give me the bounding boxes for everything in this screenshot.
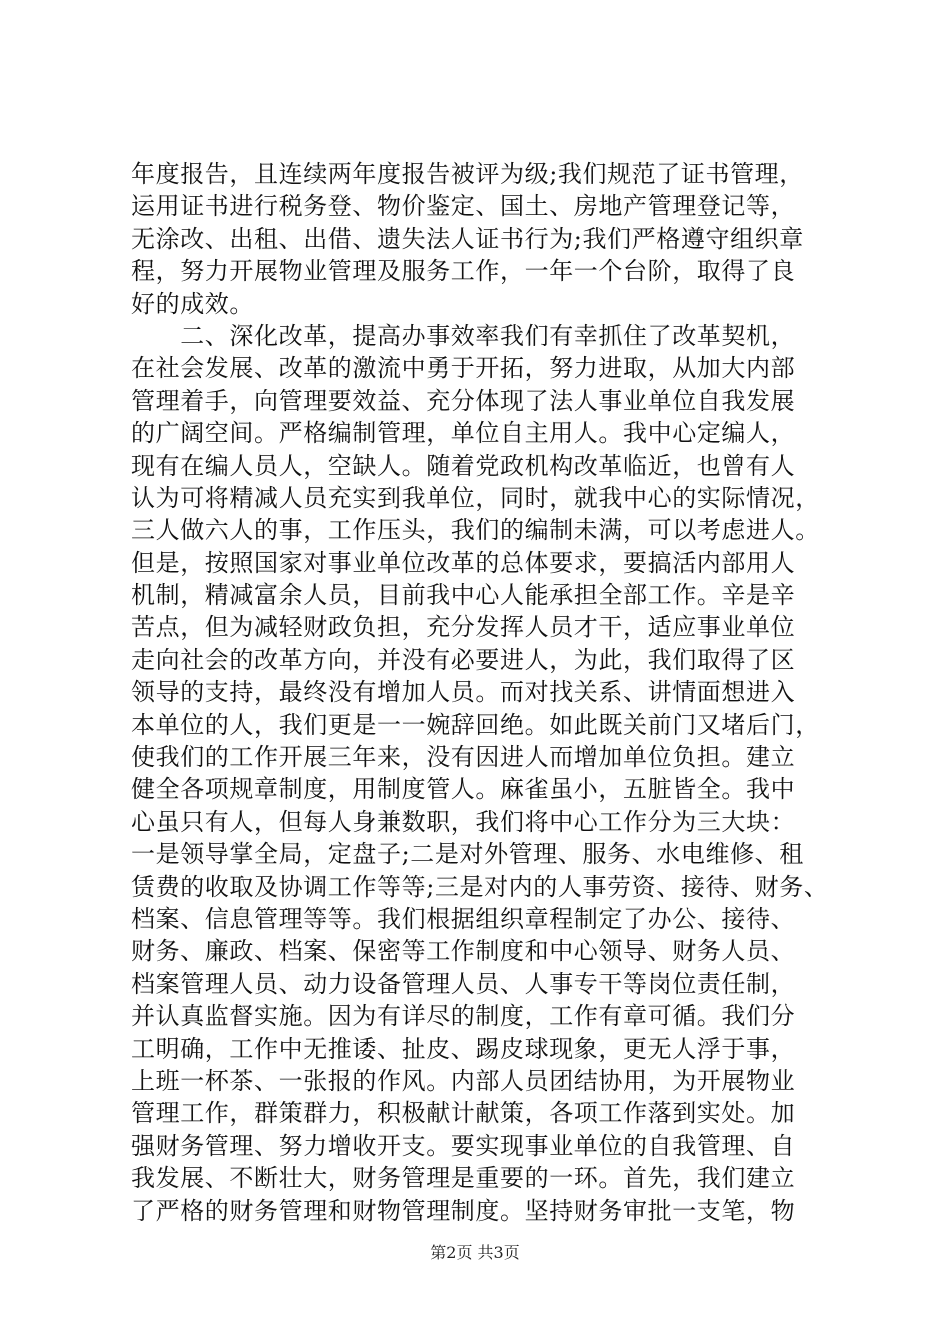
text-line: 一是领导掌全局，定盘子;二是对外管理、服务、水电维修、租 [131,840,804,869]
text-line: 好的成效。 [131,289,254,318]
text-line: 上班一杯茶、一张报的作风。内部人员团结协用，为开展物业 [131,1066,796,1095]
text-line: 了严格的财务管理和财物管理制度。坚持财务审批一支笔，物 [131,1196,796,1225]
text-line: 档案、信息管理等等。我们根据组织章程制定了办公、接待、 [131,904,796,933]
text-line: 走向社会的改革方向，并没有必要进人，为此，我们取得了区 [131,645,796,674]
text-line: 但是，按照国家对事业单位改革的总体要求，要搞活内部用人 [131,548,796,577]
text-line: 认为可将精减人员充实到我单位，同时，就我中心的实际情况， [131,483,820,512]
text-line: 本单位的人，我们更是一一婉辞回绝。如此既关前门又堵后门， [131,710,820,739]
text-line: 苦点，但为减轻财政负担，充分发挥人员才干，适应事业单位 [131,613,796,642]
page-footer: 第2页 共3页 [430,1243,520,1262]
text-line: 三人做六人的事，工作压头，我们的编制未满，可以考虑进人。 [131,516,820,545]
text-line: 健全各项规章制度，用制度管人。麻雀虽小，五脏皆全。我中 [131,775,796,804]
text-line: 并认真监督实施。因为有详尽的制度，工作有章可循。我们分 [131,1002,796,1031]
text-line: 档案管理人员、动力设备管理人员、人事专干等岗位责任制， [131,969,796,998]
text-line: 管理着手，向管理要效益、充分体现了法人事业单位自我发展 [131,386,796,415]
text-line: 二、深化改革，提高办事效率我们有幸抓住了改革契机， [131,321,796,350]
text-line: 机制，精减富余人员，目前我中心人能承担全部工作。辛是辛 [131,581,796,610]
text-line: 工明确，工作中无推诿、扯皮、踢皮球现象，更无人浮于事， [131,1034,796,1063]
text-line: 赁费的收取及协调工作等等;三是对内的人事劳资、接待、财务、 [131,872,829,901]
text-line: 无涂改、出租、出借、遗失法人证书行为;我们严格遵守组织章 [131,224,804,253]
text-line: 使我们的工作开展三年来，没有因进人而增加单位负担。建立 [131,743,796,772]
text-line: 心虽只有人，但每人身兼数职，我们将中心工作分为三大块： [131,807,796,836]
text-line: 我发展、不断壮大，财务管理是重要的一环。首先，我们建立 [131,1164,796,1193]
text-line: 的广阔空间。严格编制管理，单位自主用人。我中心定编人， [131,419,796,448]
text-line: 程，努力开展物业管理及服务工作，一年一个台阶，取得了良 [131,257,796,286]
text-line: 年度报告，且连续两年度报告被评为级;我们规范了证书管理， [131,160,804,188]
text-line: 运用证书进行税务登、物价鉴定、国土、房地产管理登记等， [131,192,796,221]
text-line: 管理工作，群策群力，积极献计献策，各项工作落到实处。加 [131,1099,796,1128]
text-line: 强财务管理、努力增收开支。要实现事业单位的自我管理、自 [131,1131,796,1160]
text-line: 在社会发展、改革的激流中勇于开拓，努力进取，从加大内部 [131,354,796,383]
text-line: 财务、廉政、档案、保密等工作制度和中心领导、财务人员、 [131,937,796,966]
document-body [131,158,831,1227]
text-line: 现有在编人员人，空缺人。随着党政机构改革临近，也曾有人 [131,451,796,480]
text-line: 领导的支持，最终没有增加人员。而对找关系、讲情面想进入 [131,678,796,707]
